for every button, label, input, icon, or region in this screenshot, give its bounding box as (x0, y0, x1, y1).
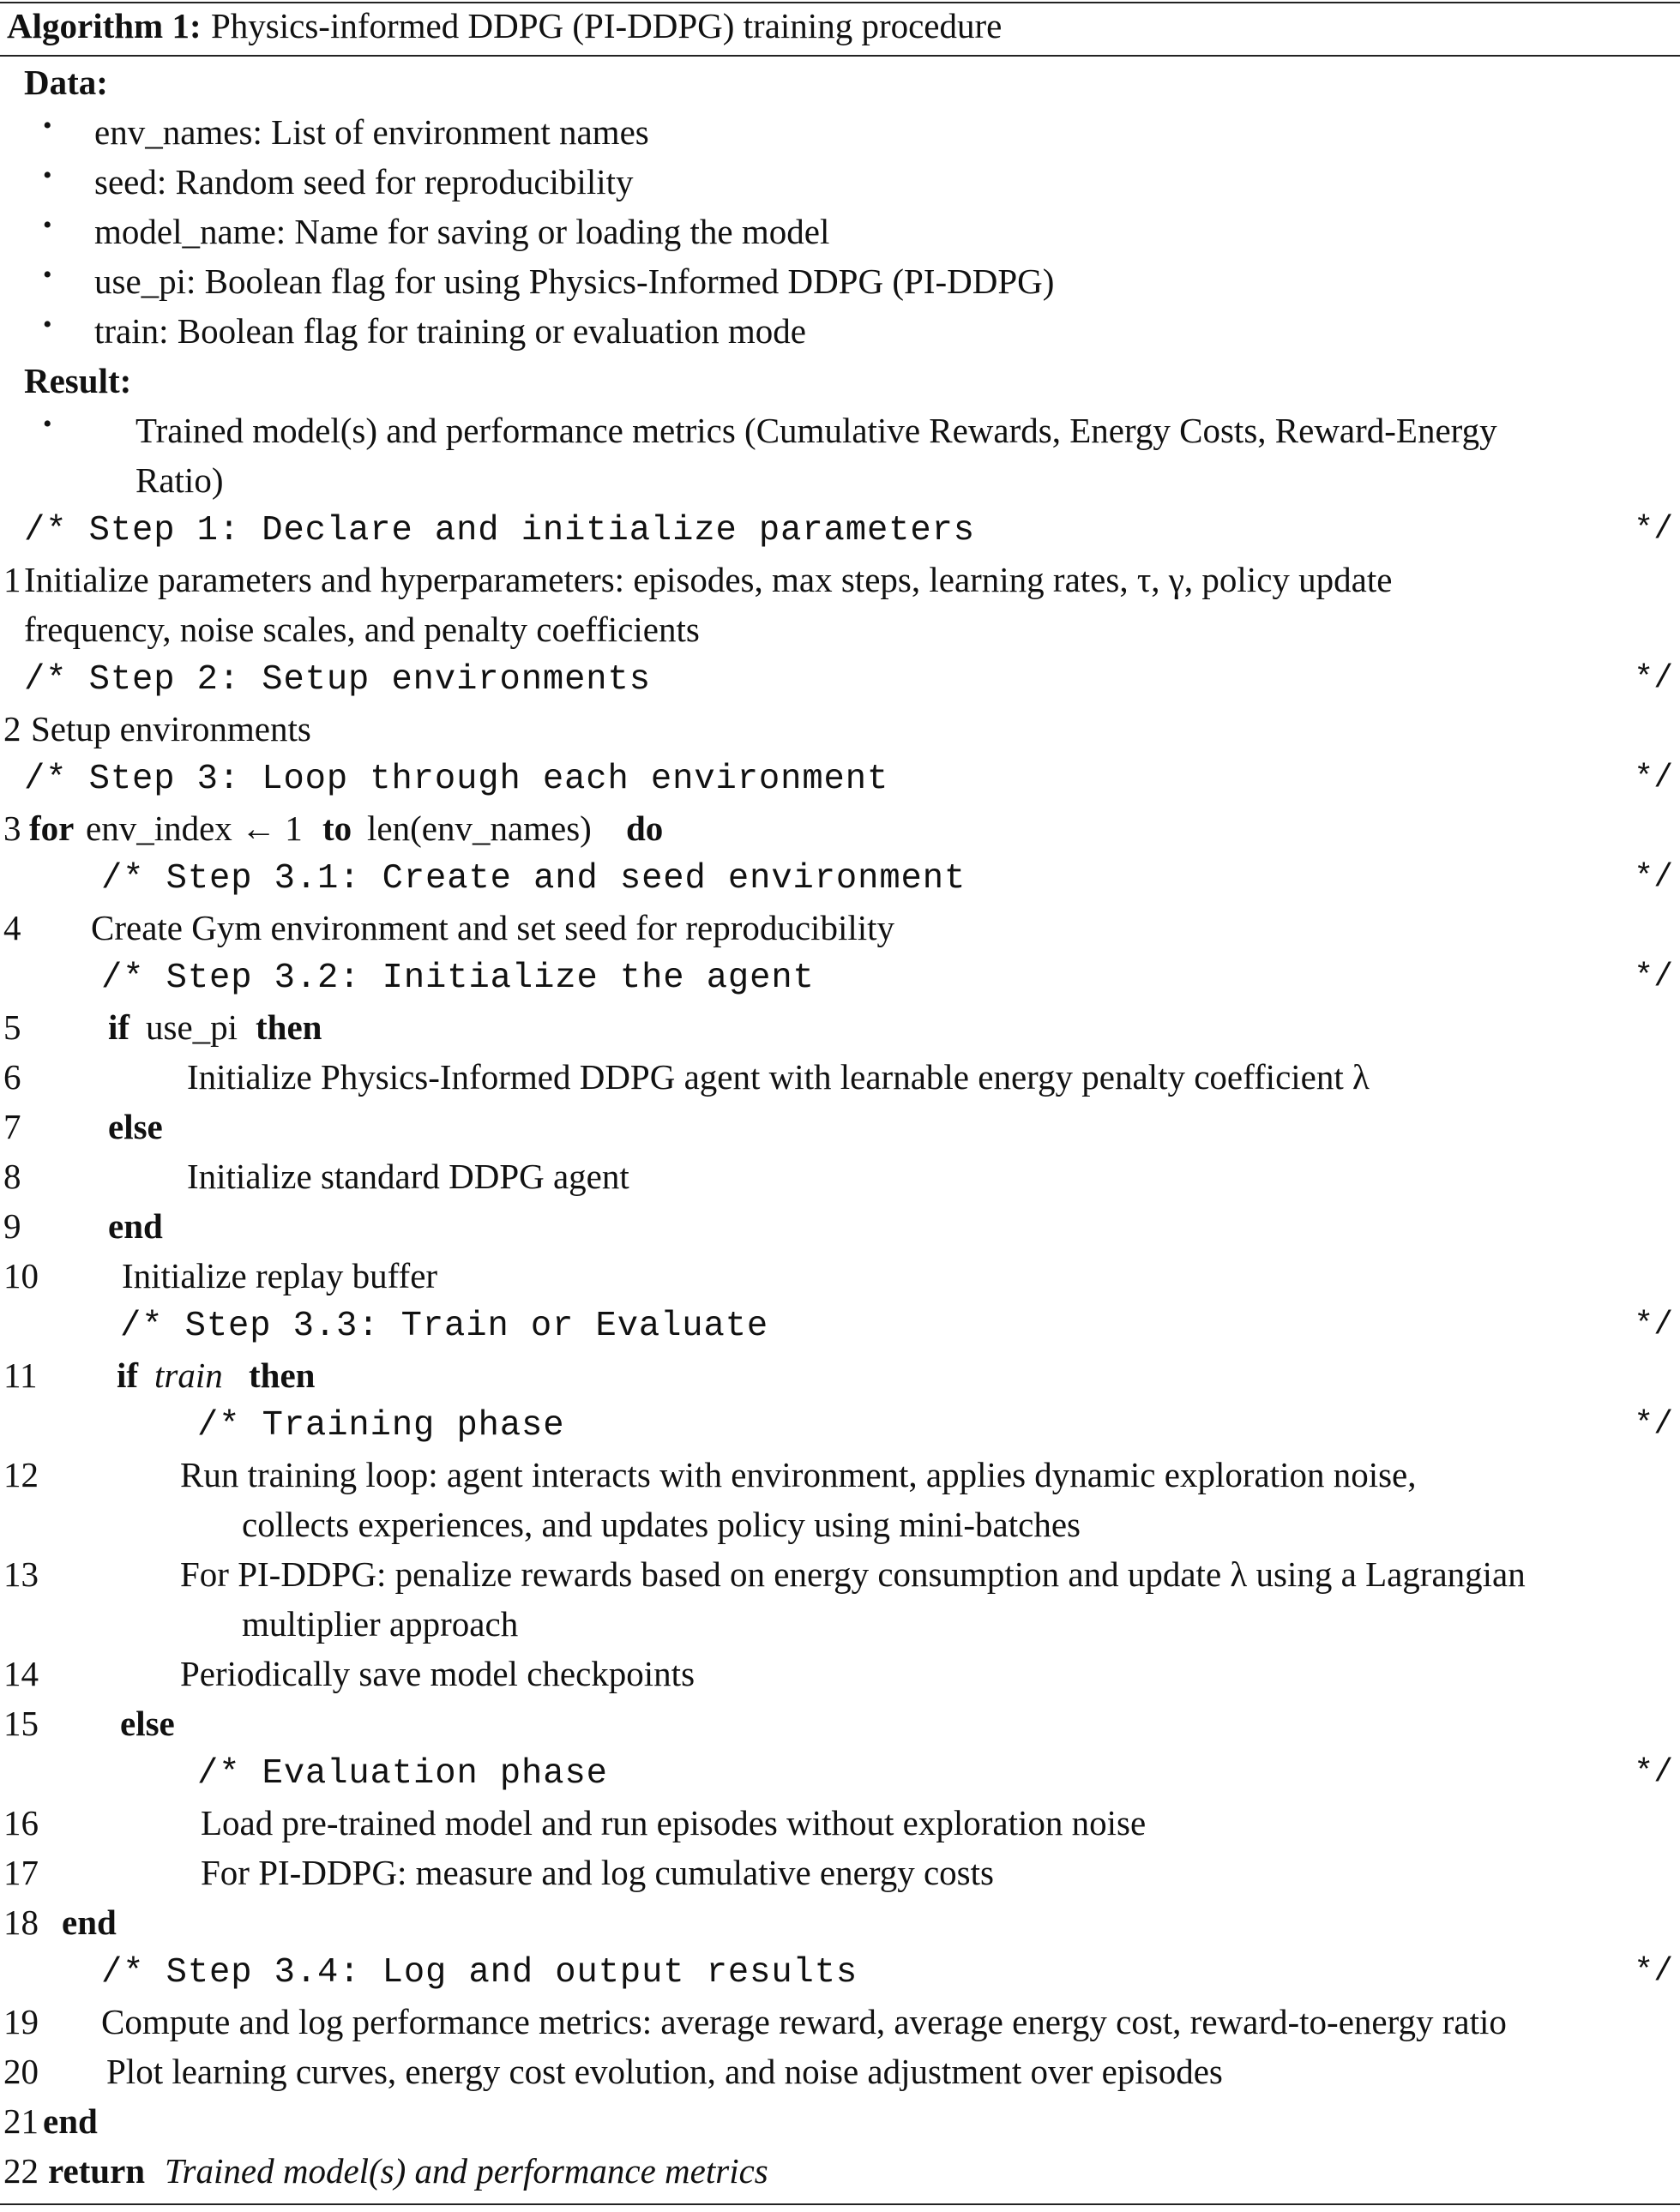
bullet-icon: • (43, 261, 52, 289)
comment-step-2 (0, 660, 1680, 710)
comment-step-3-1 (0, 859, 1680, 909)
comment-text: /* Evaluation phase (197, 1754, 608, 1794)
algorithm-line-5 (0, 1007, 1680, 1056)
line-text: Setup environments (31, 709, 311, 748)
algorithm-line-10 (0, 1255, 1680, 1305)
comment-training (0, 1406, 1680, 1456)
result-item-text: Trained model(s) and performance metrics (Cumulative Rewards, Energy Costs, Reward-Energy (135, 411, 1497, 450)
algorithm-line-22 (0, 2150, 1680, 2200)
comment-close: */ (1634, 760, 1673, 796)
comment-close: */ (1634, 1953, 1673, 1990)
keyword-for: for (29, 808, 75, 848)
algorithm-line-12-continuation (0, 1504, 1680, 1554)
line-number: 9 (3, 1206, 21, 1246)
line-number: 16 (3, 1803, 39, 1842)
keyword-return: return (48, 2151, 146, 2191)
list-item (0, 261, 1680, 310)
comment-evaluation (0, 1754, 1680, 1804)
condition: use_pi (146, 1007, 238, 1047)
line-text: Initialize Physics-Informed DDPG agent with learnable energy penalty coefficient λ (187, 1057, 1370, 1097)
comment-step-3-3 (0, 1307, 1680, 1356)
line-number: 19 (3, 2002, 39, 2041)
keyword-if: if (117, 1355, 139, 1395)
data-item-text: env_names: List of environment names (94, 112, 649, 152)
line-number: 17 (3, 1853, 39, 1892)
comment-close: */ (1634, 959, 1673, 995)
comment-text: /* Step 1: Declare and initialize parameters (24, 511, 975, 550)
bullet-icon: • (43, 310, 52, 339)
data-heading: Data: (24, 63, 108, 102)
comment-close: */ (1634, 1307, 1673, 1343)
data-item-text: use_pi: Boolean flag for using Physics-Informed DDPG (PI-DDPG) (94, 261, 1055, 301)
line-text: Load pre-trained model and run episodes without exploration noise (201, 1803, 1147, 1842)
line-number: 3 (3, 808, 21, 848)
comment-text: /* Step 3.2: Initialize the agent (101, 959, 815, 998)
algorithm-line-17 (0, 1852, 1680, 1902)
line-text: multiplier approach (242, 1604, 519, 1644)
line-number: 15 (3, 1704, 39, 1743)
line-number: 21 (3, 2101, 39, 2141)
result-heading: Result: (24, 361, 132, 400)
algorithm-line-15 (0, 1703, 1680, 1752)
comment-text: /* Step 3.4: Log and output results (101, 1953, 858, 1993)
result-item-text-2: Ratio) (135, 460, 224, 500)
line-number: 4 (3, 908, 21, 947)
algorithm-line-13 (0, 1554, 1680, 1603)
comment-text: /* Training phase (197, 1406, 565, 1446)
line-text: frequency, noise scales, and penalty coefficients (24, 610, 700, 649)
comment-text: /* Step 3.1: Create and seed environment (101, 859, 966, 899)
return-value: Trained model(s) and performance metrics (165, 2151, 768, 2191)
line-number: 11 (3, 1355, 38, 1395)
algorithm-line-9 (0, 1205, 1680, 1255)
comment-close: */ (1634, 859, 1673, 896)
algorithm-line-7 (0, 1106, 1680, 1156)
comment-step-3 (0, 760, 1680, 809)
bullet-icon: • (43, 111, 52, 140)
line-text: Create Gym environment and set seed for reproducibility (91, 908, 895, 947)
data-item-text: train: Boolean flag for training or evaluation mode (94, 311, 806, 351)
list-item (0, 211, 1680, 261)
algorithm-line-21 (0, 2101, 1680, 2150)
keyword-to: to (322, 808, 352, 848)
top-rule (0, 2, 1680, 3)
comment-text: /* Step 3.3: Train or Evaluate (120, 1307, 769, 1346)
bullet-icon: • (43, 410, 52, 438)
title-rule (0, 55, 1680, 57)
bottom-rule (0, 2203, 1680, 2205)
line-text: Initialize parameters and hyperparameters: episodes, max steps, learning rates, τ, γ, policy update (24, 560, 1393, 599)
keyword-end: end (62, 1902, 117, 1942)
loop-range: len(env_names) (367, 808, 592, 848)
result-heading-line (0, 360, 1680, 410)
line-text: Plot learning curves, energy cost evolution, and noise adjustment over episodes (106, 2052, 1223, 2091)
algorithm-line-8 (0, 1156, 1680, 1205)
line-number: 14 (3, 1654, 39, 1693)
algorithm-line-2 (0, 708, 1680, 758)
algorithm-line-12 (0, 1454, 1680, 1504)
algorithm-line-16 (0, 1802, 1680, 1852)
data-item-text: seed: Random seed for reproducibility (94, 162, 634, 201)
algorithm-line-1 (0, 559, 1680, 609)
algorithm-line-6 (0, 1056, 1680, 1106)
line-text: Initialize replay buffer (122, 1256, 438, 1295)
algorithm-line-13-continuation (0, 1603, 1680, 1653)
algorithm-line-14 (0, 1653, 1680, 1703)
keyword-else: else (108, 1107, 163, 1146)
data-item-text: model_name: Name for saving or loading the model (94, 212, 830, 251)
list-item (0, 161, 1680, 211)
line-number: 1 (3, 560, 21, 599)
algorithm-title: Physics-informed DDPG (PI-DDPG) training procedure (211, 6, 1003, 45)
algorithm-line-3 (0, 808, 1680, 857)
comment-close: */ (1634, 660, 1673, 697)
list-item (0, 410, 1680, 460)
comment-text: /* Step 2: Setup environments (24, 660, 651, 700)
line-number: 2 (3, 709, 21, 748)
algorithm-line-19 (0, 2001, 1680, 2051)
line-number: 22 (3, 2151, 39, 2191)
line-text: Run training loop: agent interacts with environment, applies dynamic exploration noise, (180, 1455, 1417, 1494)
algorithm-title-line (0, 5, 1680, 55)
algorithm-line-11 (0, 1355, 1680, 1404)
bullet-icon: • (43, 211, 52, 239)
list-item (0, 310, 1680, 360)
line-number: 8 (3, 1157, 21, 1196)
keyword-then: then (249, 1355, 316, 1395)
line-text: collects experiences, and updates policy using mini-batches (242, 1505, 1081, 1544)
keyword-then: then (256, 1007, 322, 1047)
keyword-end: end (108, 1206, 163, 1246)
comment-step-1 (0, 511, 1680, 561)
line-number: 13 (3, 1554, 39, 1594)
line-number: 12 (3, 1455, 39, 1494)
keyword-do: do (626, 808, 664, 848)
line-text: Compute and log performance metrics: average reward, average energy cost, reward-to-energy ratio (101, 2002, 1507, 2041)
line-number: 6 (3, 1057, 21, 1097)
comment-close: */ (1634, 511, 1673, 548)
data-heading-line (0, 62, 1680, 111)
line-text: Initialize standard DDPG agent (187, 1157, 629, 1196)
algorithm-line-18 (0, 1902, 1680, 1951)
keyword-else: else (120, 1704, 175, 1743)
comment-close: */ (1634, 1754, 1673, 1791)
line-number: 5 (3, 1007, 21, 1047)
line-text: Periodically save model checkpoints (180, 1654, 695, 1693)
bullet-icon: • (43, 161, 52, 189)
algorithm-line-20 (0, 2051, 1680, 2101)
algorithm-label: Algorithm 1: (7, 6, 202, 45)
line-number: 20 (3, 2052, 39, 2091)
line-number: 7 (3, 1107, 21, 1146)
keyword-if: if (108, 1007, 130, 1047)
condition: train (154, 1355, 223, 1395)
algorithm-line-1-continuation (0, 609, 1680, 658)
line-text: For PI-DDPG: penalize rewards based on energy consumption and update λ using a Lagrangian (180, 1554, 1526, 1594)
comment-text: /* Step 3: Loop through each environment (24, 760, 889, 799)
keyword-end: end (43, 2101, 98, 2141)
line-number: 18 (3, 1902, 39, 1942)
comment-step-3-2 (0, 959, 1680, 1008)
loop-variable: env_index ← 1 (86, 808, 303, 848)
line-number: 10 (3, 1256, 39, 1295)
comment-close: */ (1634, 1406, 1673, 1443)
list-item (0, 111, 1680, 161)
algorithm-line-4 (0, 907, 1680, 957)
comment-step-3-4 (0, 1953, 1680, 2003)
result-item-continuation (0, 460, 1680, 509)
line-text: For PI-DDPG: measure and log cumulative energy costs (201, 1853, 994, 1892)
